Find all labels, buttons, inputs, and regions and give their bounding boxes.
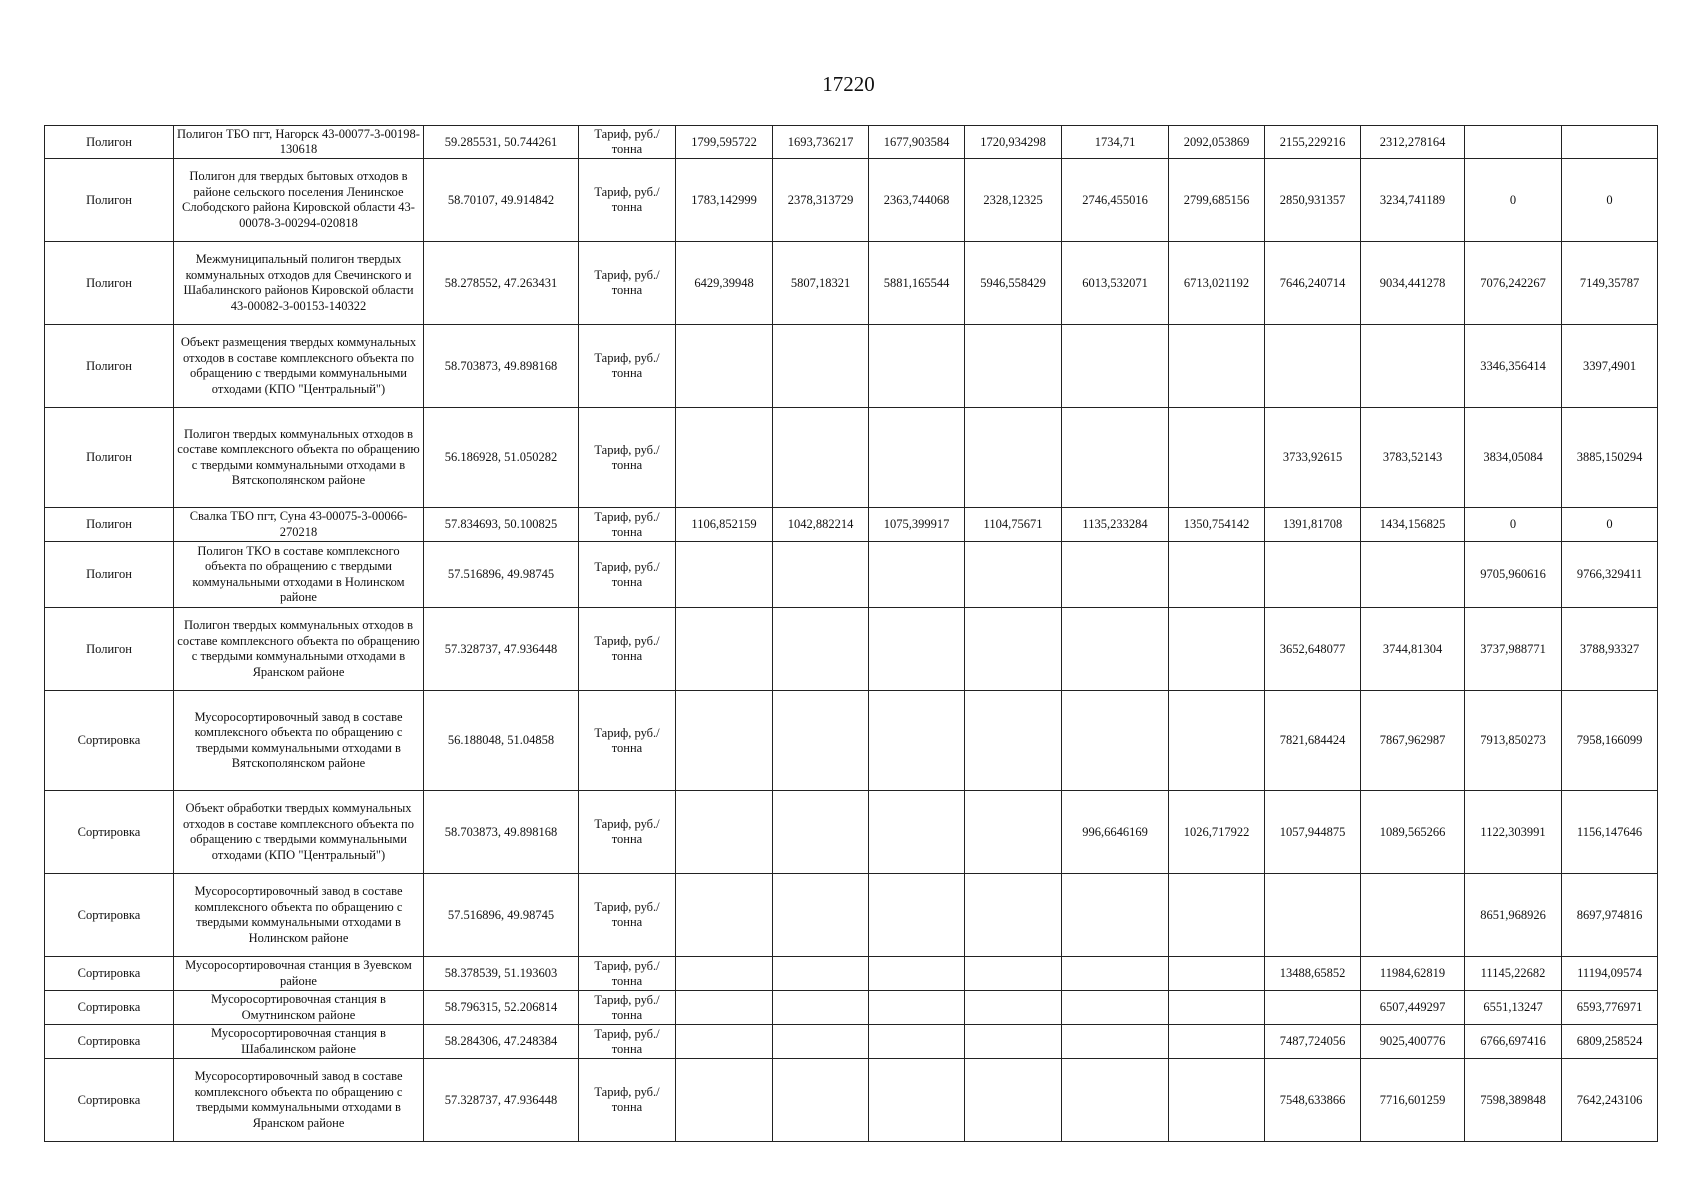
tariff-value-cell: 9705,960616 [1465, 542, 1562, 608]
tariff-value-cell [676, 957, 773, 991]
tariff-value-cell [1062, 691, 1169, 791]
facility-name-cell: Объект размещения твердых коммунальных отходов в составе комплексного объекта по обращению с твердыми коммунальными отходами (КПО "Центральный") [174, 325, 424, 408]
tariff-value-cell [869, 874, 965, 957]
tariff-value-cell: 1089,565266 [1361, 791, 1465, 874]
tariff-value-cell [869, 542, 965, 608]
facility-name-cell: Полигон твердых коммунальных отходов в составе комплексного объекта по обращению с твердыми коммунальными отходами в Вятскополянском районе [174, 408, 424, 508]
tariff-value-cell: 3733,92615 [1265, 408, 1361, 508]
facility-type-cell: Сортировка [45, 791, 174, 874]
tariff-value-cell [1169, 325, 1265, 408]
tariff-value-cell: 7716,601259 [1361, 1059, 1465, 1142]
tariff-value-cell: 6429,39948 [676, 242, 773, 325]
tariff-value-cell [773, 874, 869, 957]
facility-name-cell: Мусоросортировочная станция в Шабалинском районе [174, 1025, 424, 1059]
facility-type-cell: Сортировка [45, 1025, 174, 1059]
coordinates-cell: 58.796315, 52.206814 [424, 991, 579, 1025]
table-row [45, 325, 1658, 408]
tariff-value-cell [869, 957, 965, 991]
table-row [45, 791, 1658, 874]
table-body [45, 126, 1658, 1142]
facility-type-cell: Полигон [45, 542, 174, 608]
tariff-value-cell: 11145,22682 [1465, 957, 1562, 991]
tariff-value-cell: 5881,165544 [869, 242, 965, 325]
facility-type-cell: Сортировка [45, 957, 174, 991]
facility-type-cell: Сортировка [45, 691, 174, 791]
tariff-value-cell: 5946,558429 [965, 242, 1062, 325]
tariff-value-cell [1169, 1025, 1265, 1059]
tariff-value-cell: 9766,329411 [1562, 542, 1658, 608]
tariff-value-cell: 6809,258524 [1562, 1025, 1658, 1059]
table-row [45, 126, 1658, 159]
page-number: 17220 [822, 72, 875, 96]
tariff-value-cell [773, 791, 869, 874]
facility-type-cell: Сортировка [45, 991, 174, 1025]
facility-type-cell: Полигон [45, 242, 174, 325]
tariff-value-cell: 7149,35787 [1562, 242, 1658, 325]
tariff-value-cell [1361, 325, 1465, 408]
tariff-value-cell [676, 325, 773, 408]
coordinates-cell: 58.378539, 51.193603 [424, 957, 579, 991]
tariff-value-cell: 1783,142999 [676, 159, 773, 242]
tariff-value-cell: 1720,934298 [965, 126, 1062, 159]
tariff-value-cell [1169, 991, 1265, 1025]
tariff-value-cell: 3783,52143 [1361, 408, 1465, 508]
tariff-unit-cell: Тариф, руб./тонна [579, 608, 676, 691]
tariff-value-cell: 3737,988771 [1465, 608, 1562, 691]
coordinates-cell: 57.516896, 49.98745 [424, 874, 579, 957]
tariff-value-cell: 3834,05084 [1465, 408, 1562, 508]
tariff-value-cell [676, 542, 773, 608]
tariff-value-cell: 11984,62819 [1361, 957, 1465, 991]
tariff-unit-cell: Тариф, руб./тонна [579, 991, 676, 1025]
tariff-value-cell: 7821,684424 [1265, 691, 1361, 791]
facility-type-cell: Полигон [45, 126, 174, 159]
tariff-value-cell: 3346,356414 [1465, 325, 1562, 408]
tariff-value-cell [1062, 542, 1169, 608]
tariff-value-cell [1361, 542, 1465, 608]
tariff-value-cell [676, 1025, 773, 1059]
tariff-value-cell: 996,6646169 [1062, 791, 1169, 874]
tariff-value-cell: 1677,903584 [869, 126, 965, 159]
tariff-value-cell: 2378,313729 [773, 159, 869, 242]
tariff-value-cell: 2328,12325 [965, 159, 1062, 242]
tariff-value-cell: 2312,278164 [1361, 126, 1465, 159]
tariff-value-cell: 1135,233284 [1062, 508, 1169, 542]
coordinates-cell: 58.703873, 49.898168 [424, 791, 579, 874]
tariff-value-cell [1062, 608, 1169, 691]
tariff-value-cell [1169, 874, 1265, 957]
tariff-value-cell [1062, 408, 1169, 508]
tariff-value-cell: 6013,532071 [1062, 242, 1169, 325]
tariff-unit-cell: Тариф, руб./тонна [579, 791, 676, 874]
coordinates-cell: 58.284306, 47.248384 [424, 1025, 579, 1059]
coordinates-cell: 58.70107, 49.914842 [424, 159, 579, 242]
tariff-value-cell [965, 408, 1062, 508]
table-row [45, 957, 1658, 991]
facility-type-cell: Полигон [45, 159, 174, 242]
tariff-value-cell [676, 874, 773, 957]
tariff-unit-cell: Тариф, руб./тонна [579, 325, 676, 408]
tariff-value-cell: 6766,697416 [1465, 1025, 1562, 1059]
tariff-value-cell [965, 874, 1062, 957]
tariff-unit-cell: Тариф, руб./тонна [579, 542, 676, 608]
tariff-value-cell: 7646,240714 [1265, 242, 1361, 325]
tariff-value-cell [869, 408, 965, 508]
tariff-value-cell [1169, 957, 1265, 991]
facility-name-cell: Полигон ТБО пгт, Нагорск 43-00077-3-00198-130618 [174, 126, 424, 159]
tariff-value-cell [773, 991, 869, 1025]
facility-type-cell: Полигон [45, 408, 174, 508]
facility-name-cell: Полигон ТКО в составе комплексного объекта по обращению с твердыми коммунальными отходами в Нолинском районе [174, 542, 424, 608]
tariff-value-cell [676, 408, 773, 508]
tariff-value-cell: 7487,724056 [1265, 1025, 1361, 1059]
table-row [45, 874, 1658, 957]
tariff-value-cell [965, 991, 1062, 1025]
tariff-value-cell: 2092,053869 [1169, 126, 1265, 159]
tariff-value-cell [1465, 126, 1562, 159]
table-row [45, 542, 1658, 608]
tariff-value-cell: 2850,931357 [1265, 159, 1361, 242]
coordinates-cell: 57.834693, 50.100825 [424, 508, 579, 542]
tariff-value-cell: 1693,736217 [773, 126, 869, 159]
tariff-value-cell [676, 691, 773, 791]
tariff-value-cell [773, 957, 869, 991]
tariff-unit-cell: Тариф, руб./тонна [579, 1059, 676, 1142]
tariff-unit-cell: Тариф, руб./тонна [579, 957, 676, 991]
tariff-value-cell: 11194,09574 [1562, 957, 1658, 991]
tariff-value-cell [773, 691, 869, 791]
tariff-value-cell [1265, 325, 1361, 408]
tariff-value-cell: 1106,852159 [676, 508, 773, 542]
table-row [45, 1059, 1658, 1142]
tariff-value-cell [1361, 874, 1465, 957]
tariff-value-cell [1169, 1059, 1265, 1142]
coordinates-cell: 59.285531, 50.744261 [424, 126, 579, 159]
tariff-value-cell [965, 325, 1062, 408]
tariff-unit-cell: Тариф, руб./тонна [579, 242, 676, 325]
tariff-value-cell: 1156,147646 [1562, 791, 1658, 874]
tariff-value-cell [1062, 957, 1169, 991]
tariff-value-cell: 3885,150294 [1562, 408, 1658, 508]
tariff-value-cell: 1391,81708 [1265, 508, 1361, 542]
tariff-unit-cell: Тариф, руб./тонна [579, 408, 676, 508]
tariff-value-cell: 2363,744068 [869, 159, 965, 242]
tariff-value-cell [1169, 542, 1265, 608]
facility-type-cell: Полигон [45, 508, 174, 542]
tariff-value-cell: 6507,449297 [1361, 991, 1465, 1025]
facility-name-cell: Свалка ТБО пгт, Суна 43-00075-3-00066-270218 [174, 508, 424, 542]
tariff-value-cell [773, 1025, 869, 1059]
facility-type-cell: Сортировка [45, 874, 174, 957]
tariff-value-cell [773, 542, 869, 608]
table-row [45, 1025, 1658, 1059]
tariff-value-cell: 1104,75671 [965, 508, 1062, 542]
tariff-value-cell [869, 1059, 965, 1142]
tariff-value-cell [676, 991, 773, 1025]
facility-name-cell: Мусоросортировочная станция в Зуевском районе [174, 957, 424, 991]
tariff-value-cell [869, 1025, 965, 1059]
table-row [45, 691, 1658, 791]
coordinates-cell: 56.188048, 51.04858 [424, 691, 579, 791]
tariff-value-cell [1062, 874, 1169, 957]
tariff-value-cell [965, 691, 1062, 791]
tariff-value-cell: 6593,776971 [1562, 991, 1658, 1025]
tariff-value-cell [1562, 126, 1658, 159]
tariff-unit-cell: Тариф, руб./тонна [579, 691, 676, 791]
tariff-unit-cell: Тариф, руб./тонна [579, 159, 676, 242]
table-row [45, 608, 1658, 691]
facility-name-cell: Мусоросортировочная станция в Омутнинском районе [174, 991, 424, 1025]
tariff-value-cell: 1057,944875 [1265, 791, 1361, 874]
tariff-value-cell: 3744,81304 [1361, 608, 1465, 691]
tariff-value-cell: 2155,229216 [1265, 126, 1361, 159]
tariff-unit-cell: Тариф, руб./тонна [579, 1025, 676, 1059]
tariff-value-cell: 5807,18321 [773, 242, 869, 325]
tariff-value-cell: 0 [1465, 508, 1562, 542]
tariff-value-cell: 7548,633866 [1265, 1059, 1361, 1142]
tariff-value-cell [773, 325, 869, 408]
table-row [45, 242, 1658, 325]
tariff-value-cell [869, 991, 965, 1025]
tariff-value-cell: 7958,166099 [1562, 691, 1658, 791]
tariff-value-cell [676, 608, 773, 691]
tariff-value-cell: 1122,303991 [1465, 791, 1562, 874]
tariff-value-cell [773, 1059, 869, 1142]
facility-name-cell: Полигон для твердых бытовых отходов в районе сельского поселения Ленинское Слободского района Кировской области 43-00078-3-00294-020818 [174, 159, 424, 242]
tariff-value-cell [1265, 874, 1361, 957]
tariff-value-cell: 1734,71 [1062, 126, 1169, 159]
tariff-value-cell [1062, 991, 1169, 1025]
tariff-value-cell: 7642,243106 [1562, 1059, 1658, 1142]
tariff-value-cell [1265, 991, 1361, 1025]
tariff-value-cell [965, 608, 1062, 691]
tariff-value-cell [869, 691, 965, 791]
coordinates-cell: 56.186928, 51.050282 [424, 408, 579, 508]
tariff-table [44, 125, 1658, 1142]
facility-name-cell: Межмуниципальный полигон твердых коммунальных отходов для Свечинского и Шабалинского районов Кировской области 43-00082-3-00153-140322 [174, 242, 424, 325]
tariff-value-cell: 0 [1562, 159, 1658, 242]
tariff-value-cell: 7867,962987 [1361, 691, 1465, 791]
tariff-value-cell [1265, 542, 1361, 608]
coordinates-cell: 57.328737, 47.936448 [424, 608, 579, 691]
tariff-value-cell: 2799,685156 [1169, 159, 1265, 242]
facility-name-cell: Объект обработки твердых коммунальных отходов в составе комплексного объекта по обращению с твердыми коммунальными отходами (КПО "Центральный") [174, 791, 424, 874]
tariff-value-cell: 7076,242267 [1465, 242, 1562, 325]
tariff-value-cell: 1042,882214 [773, 508, 869, 542]
tariff-value-cell: 3397,4901 [1562, 325, 1658, 408]
tariff-value-cell: 9034,441278 [1361, 242, 1465, 325]
table-row [45, 159, 1658, 242]
tariff-value-cell [1062, 325, 1169, 408]
facility-name-cell: Мусоросортировочный завод в составе комплексного объекта по обращению с твердыми коммунальными отходами в Яранском районе [174, 1059, 424, 1142]
tariff-value-cell [1169, 408, 1265, 508]
tariff-value-cell: 6551,13247 [1465, 991, 1562, 1025]
coordinates-cell: 58.703873, 49.898168 [424, 325, 579, 408]
tariff-value-cell: 1434,156825 [1361, 508, 1465, 542]
tariff-value-cell [676, 791, 773, 874]
tariff-value-cell: 3652,648077 [1265, 608, 1361, 691]
tariff-value-cell [965, 542, 1062, 608]
tariff-value-cell: 13488,65852 [1265, 957, 1361, 991]
tariff-value-cell [773, 608, 869, 691]
tariff-value-cell: 3788,93327 [1562, 608, 1658, 691]
tariff-value-cell: 0 [1562, 508, 1658, 542]
tariff-value-cell: 7913,850273 [1465, 691, 1562, 791]
tariff-value-cell [1062, 1025, 1169, 1059]
coordinates-cell: 58.278552, 47.263431 [424, 242, 579, 325]
tariff-value-cell: 2746,455016 [1062, 159, 1169, 242]
tariff-value-cell [965, 791, 1062, 874]
facility-name-cell: Мусоросортировочный завод в составе комплексного объекта по обращению с твердыми коммунальными отходами в Нолинском районе [174, 874, 424, 957]
tariff-value-cell [965, 957, 1062, 991]
tariff-value-cell [965, 1025, 1062, 1059]
tariff-value-cell [676, 1059, 773, 1142]
facility-type-cell: Сортировка [45, 1059, 174, 1142]
tariff-value-cell: 8697,974816 [1562, 874, 1658, 957]
tariff-unit-cell: Тариф, руб./тонна [579, 874, 676, 957]
tariff-value-cell: 1799,595722 [676, 126, 773, 159]
coordinates-cell: 57.516896, 49.98745 [424, 542, 579, 608]
tariff-value-cell: 6713,021192 [1169, 242, 1265, 325]
facility-name-cell: Мусоросортировочный завод в составе комплексного объекта по обращению с твердыми коммунальными отходами в Вятскополянском районе [174, 691, 424, 791]
facility-type-cell: Полигон [45, 608, 174, 691]
tariff-value-cell [869, 791, 965, 874]
tariff-value-cell [1169, 608, 1265, 691]
tariff-value-cell [1062, 1059, 1169, 1142]
facility-name-cell: Полигон твердых коммунальных отходов в составе комплексного объекта по обращению с твердыми коммунальными отходами в Яранском районе [174, 608, 424, 691]
tariff-unit-cell: Тариф, руб./тонна [579, 508, 676, 542]
tariff-value-cell: 9025,400776 [1361, 1025, 1465, 1059]
tariff-value-cell [773, 408, 869, 508]
table-row [45, 991, 1658, 1025]
tariff-value-cell: 0 [1465, 159, 1562, 242]
tariff-value-cell: 1026,717922 [1169, 791, 1265, 874]
tariff-value-cell: 1350,754142 [1169, 508, 1265, 542]
tariff-value-cell: 8651,968926 [1465, 874, 1562, 957]
table-row [45, 408, 1658, 508]
tariff-value-cell [1169, 691, 1265, 791]
tariff-value-cell: 3234,741189 [1361, 159, 1465, 242]
tariff-unit-cell: Тариф, руб./тонна [579, 126, 676, 159]
tariff-value-cell: 1075,399917 [869, 508, 965, 542]
coordinates-cell: 57.328737, 47.936448 [424, 1059, 579, 1142]
table-row [45, 508, 1658, 542]
tariff-value-cell [869, 608, 965, 691]
tariff-value-cell: 7598,389848 [1465, 1059, 1562, 1142]
tariff-value-cell [869, 325, 965, 408]
tariff-value-cell [965, 1059, 1062, 1142]
facility-type-cell: Полигон [45, 325, 174, 408]
